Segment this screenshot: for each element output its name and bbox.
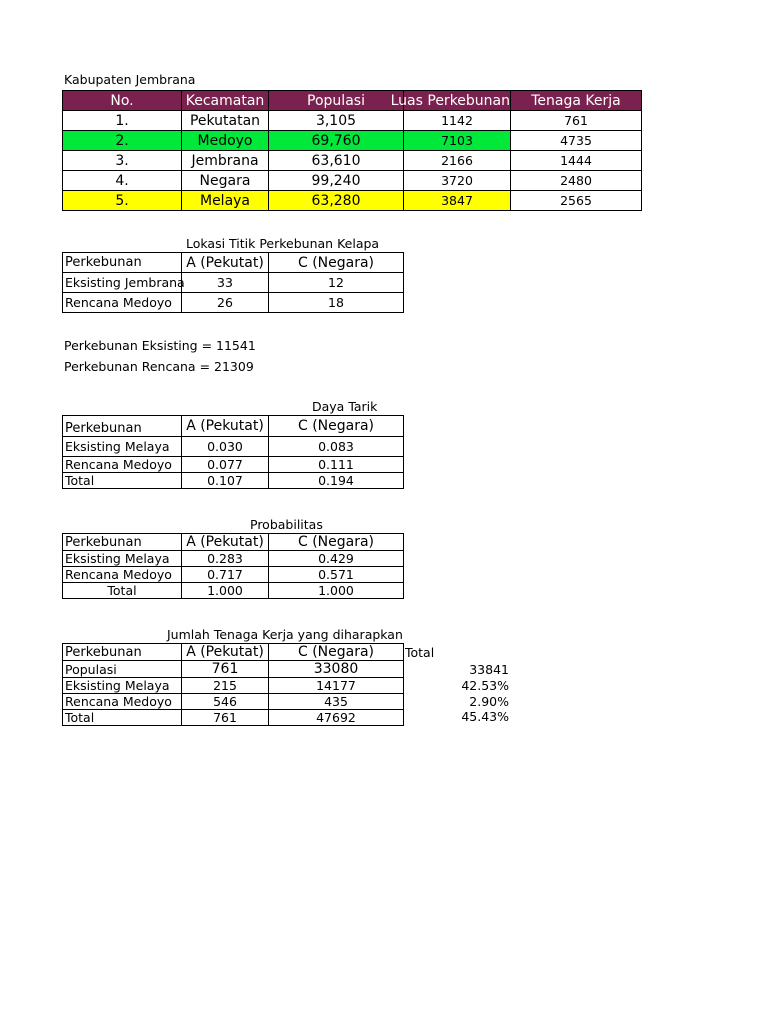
row-label: Populasi xyxy=(63,661,182,678)
table-row xyxy=(63,273,404,293)
cell-a: 1.000 xyxy=(182,583,269,599)
table-row xyxy=(63,293,404,313)
header-a: A (Pekutat) xyxy=(182,534,269,551)
cell-luas: 1142 xyxy=(404,111,511,131)
cell-no: 2. xyxy=(63,131,182,151)
cell-a: 0.077 xyxy=(182,457,269,473)
cell-c: 0.083 xyxy=(269,437,404,457)
header-tenaga: Tenaga Kerja xyxy=(511,91,642,111)
header-perkebunan: Perkebunan xyxy=(63,416,182,437)
cell-c: 1.000 xyxy=(269,583,404,599)
table-header-row xyxy=(63,91,642,111)
row-label: Total xyxy=(63,583,182,599)
cell-c: 0.571 xyxy=(269,567,404,583)
cell-kecamatan: Melaya xyxy=(182,191,269,211)
cell-populasi: 69,760 xyxy=(269,131,404,151)
cell-luas: 2166 xyxy=(404,151,511,171)
cell-a: 215 xyxy=(182,678,269,694)
row-label: Eksisting Melaya xyxy=(63,678,182,694)
daya-tarik-title: Daya Tarik xyxy=(312,399,378,414)
header-perkebunan: Perkebunan xyxy=(63,644,182,661)
cell-kecamatan: Negara xyxy=(182,171,269,191)
daya-tarik-table xyxy=(62,415,404,489)
table-header-row xyxy=(63,644,404,661)
cell-c: 12 xyxy=(269,273,404,293)
table-row xyxy=(63,567,404,583)
region-title: Kabupaten Jembrana xyxy=(64,72,196,87)
row-label: Eksisting Melaya xyxy=(63,437,182,457)
cell-a: 0.107 xyxy=(182,473,269,489)
cell-c: 0.194 xyxy=(269,473,404,489)
cell-tenaga: 1444 xyxy=(511,151,642,171)
table-row xyxy=(63,551,404,567)
cell-a: 761 xyxy=(182,710,269,726)
header-c: C (Negara) xyxy=(269,644,404,661)
total-header: Total xyxy=(405,645,435,660)
table-header-row xyxy=(63,253,404,273)
cell-a: 0.717 xyxy=(182,567,269,583)
table-row xyxy=(63,457,404,473)
table-row xyxy=(63,191,642,211)
row-label: Eksisting Melaya xyxy=(63,551,182,567)
table-row xyxy=(63,151,642,171)
cell-no: 4. xyxy=(63,171,182,191)
cell-a: 0.283 xyxy=(182,551,269,567)
row-label: Total xyxy=(63,473,182,489)
cell-a: 761 xyxy=(182,661,269,678)
tenaga-kerja-title: Jumlah Tenaga Kerja yang diharapkan xyxy=(167,627,403,642)
total-value: 42.53% xyxy=(461,678,509,693)
table-row xyxy=(63,111,642,131)
table-header-row xyxy=(63,534,404,551)
table-header-row xyxy=(63,416,404,437)
cell-c: 18 xyxy=(269,293,404,313)
cell-a: 33 xyxy=(182,273,269,293)
cell-c: 0.429 xyxy=(269,551,404,567)
lokasi-title: Lokasi Titik Perkebunan Kelapa xyxy=(186,236,380,251)
cell-kecamatan: Jembrana xyxy=(182,151,269,171)
probabilitas-table xyxy=(62,533,404,599)
row-label: Rencana Medoyo xyxy=(63,457,182,473)
cell-tenaga: 2480 xyxy=(511,171,642,191)
cell-populasi: 63,280 xyxy=(269,191,404,211)
cell-c: 14177 xyxy=(269,678,404,694)
cell-no: 5. xyxy=(63,191,182,211)
cell-no: 3. xyxy=(63,151,182,171)
header-perkebunan: Perkebunan xyxy=(63,253,182,273)
lokasi-table xyxy=(62,252,404,313)
tenaga-kerja-table xyxy=(62,643,404,726)
total-value: 33841 xyxy=(469,662,509,677)
probabilitas-title: Probabilitas xyxy=(250,517,323,532)
header-a: A (Pekutat) xyxy=(182,253,269,273)
row-label: Eksisting Jembrana xyxy=(63,273,182,293)
header-no: No. xyxy=(63,91,182,111)
header-a: A (Pekutat) xyxy=(182,416,269,437)
summary-rencana: Perkebunan Rencana = 21309 xyxy=(64,359,254,374)
cell-kecamatan: Medoyo xyxy=(182,131,269,151)
cell-tenaga: 2565 xyxy=(511,191,642,211)
cell-populasi: 63,610 xyxy=(269,151,404,171)
cell-no: 1. xyxy=(63,111,182,131)
table-row xyxy=(63,678,404,694)
header-c: C (Negara) xyxy=(269,534,404,551)
header-a: A (Pekutat) xyxy=(182,644,269,661)
table-row xyxy=(63,131,642,151)
cell-populasi: 99,240 xyxy=(269,171,404,191)
total-value: 45.43% xyxy=(461,709,509,724)
header-perkebunan: Perkebunan xyxy=(63,534,182,551)
header-c: C (Negara) xyxy=(269,416,404,437)
table-row xyxy=(63,583,404,599)
header-kecamatan: Kecamatan xyxy=(182,91,269,111)
table-row xyxy=(63,710,404,726)
cell-kecamatan: Pekutatan xyxy=(182,111,269,131)
row-label: Total xyxy=(63,710,182,726)
cell-c: 435 xyxy=(269,694,404,710)
row-label: Rencana Medoyo xyxy=(63,293,182,313)
table-row xyxy=(63,694,404,710)
header-populasi: Populasi xyxy=(269,91,404,111)
row-label: Rencana Medoyo xyxy=(63,567,182,583)
total-value: 2.90% xyxy=(469,694,509,709)
cell-a: 26 xyxy=(182,293,269,313)
cell-c: 33080 xyxy=(269,661,404,678)
header-c: C (Negara) xyxy=(269,253,404,273)
cell-luas: 3847 xyxy=(404,191,511,211)
cell-tenaga: 4735 xyxy=(511,131,642,151)
table-row xyxy=(63,473,404,489)
cell-a: 0.030 xyxy=(182,437,269,457)
cell-a: 546 xyxy=(182,694,269,710)
cell-c: 0.111 xyxy=(269,457,404,473)
summary-eksisting: Perkebunan Eksisting = 11541 xyxy=(64,338,256,353)
table-row xyxy=(63,437,404,457)
cell-luas: 7103 xyxy=(404,131,511,151)
table-row xyxy=(63,171,642,191)
table-row xyxy=(63,661,404,678)
row-label: Rencana Medoyo xyxy=(63,694,182,710)
cell-tenaga: 761 xyxy=(511,111,642,131)
cell-luas: 3720 xyxy=(404,171,511,191)
cell-populasi: 3,105 xyxy=(269,111,404,131)
cell-c: 47692 xyxy=(269,710,404,726)
kecamatan-table xyxy=(62,90,642,211)
header-luas: Luas Perkebunan xyxy=(390,92,510,109)
